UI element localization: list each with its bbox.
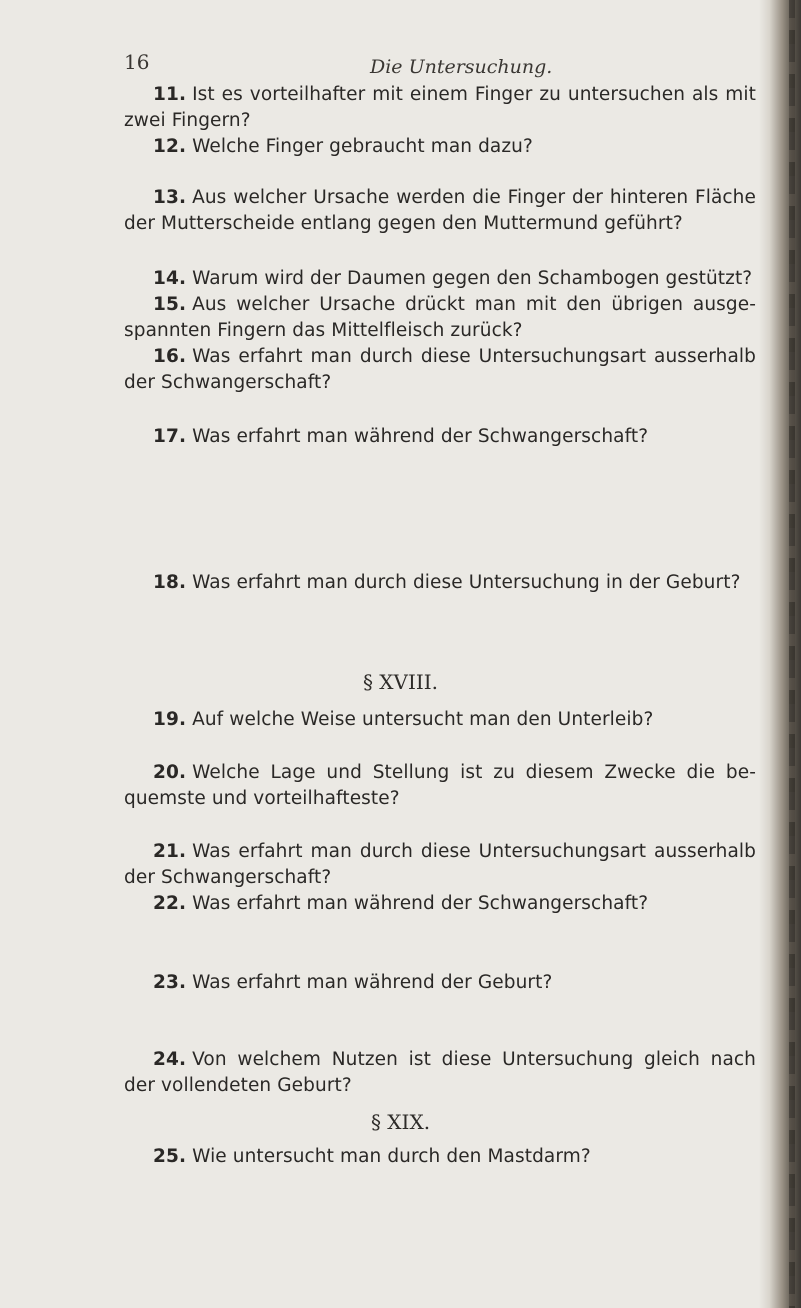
page-number: 16	[124, 50, 150, 74]
question-11	[124, 82, 756, 134]
question-number: 20.	[153, 762, 187, 783]
question-22	[124, 891, 756, 917]
question-19	[124, 707, 756, 733]
question-24	[124, 1047, 756, 1099]
question-number: 21.	[153, 841, 187, 862]
question-text: Was erfahrt man während der Schwangerschaft?	[192, 426, 649, 447]
question-text: Was erfahrt man durch diese Untersuchungsart ausserhalb der Schwangerschaft?	[124, 346, 756, 393]
question-text: Wie untersucht man durch den Mastdarm?	[192, 1146, 591, 1167]
question-text: Ist es vorteilhafter mit einem Finger zu untersuchen als mit zwei Fingern?	[124, 84, 756, 131]
question-text: Welche Finger gebraucht man dazu?	[192, 136, 533, 157]
question-15	[124, 292, 756, 344]
question-text: Aus welcher Ursache werden die Finger der hinteren Fläche der Mutterscheide entlang gegen den Muttermund geführt?	[124, 187, 756, 234]
question-text: Von welchem Nutzen ist diese Untersuchung gleich nach der vollendeten Geburt?	[124, 1049, 756, 1096]
question-20	[124, 760, 756, 812]
question-number: 23.	[153, 972, 187, 993]
question-17	[124, 424, 756, 450]
question-text: Welche Lage und Stellung ist zu diesem Zwecke die be- quemste und vorteilhafteste?	[124, 762, 756, 809]
running-title: Die Untersuchung.	[370, 56, 553, 78]
question-number: 16.	[153, 346, 187, 367]
question-number: 12.	[153, 136, 187, 157]
question-23	[124, 970, 756, 996]
section-heading-xix: § XIX.	[370, 1110, 431, 1134]
question-number: 13.	[153, 187, 187, 208]
question-number: 17.	[153, 426, 187, 447]
question-text: Was erfahrt man während der Geburt?	[192, 972, 553, 993]
question-number: 14.	[153, 268, 187, 289]
question-number: 24.	[153, 1049, 187, 1070]
question-14	[124, 266, 756, 292]
question-text: Was erfahrt man während der Schwangerschaft?	[192, 893, 649, 914]
question-number: 11.	[153, 84, 187, 105]
question-13	[124, 185, 756, 237]
question-text: Aus welcher Ursache drückt man mit den übrigen ausge- spannten Fingern das Mittelfleisch zurück?	[124, 294, 756, 341]
question-12	[124, 134, 756, 160]
question-text: Was erfahrt man durch diese Untersuchung in der Geburt?	[192, 572, 741, 593]
question-number: 18.	[153, 572, 187, 593]
question-18	[124, 570, 756, 596]
question-21	[124, 839, 756, 891]
question-text: Auf welche Weise untersucht man den Unterleib?	[192, 709, 654, 730]
question-number: 15.	[153, 294, 187, 315]
question-number: 19.	[153, 709, 187, 730]
question-number: 25.	[153, 1146, 187, 1167]
question-text: Warum wird der Daumen gegen den Schambogen gestützt?	[192, 268, 753, 289]
question-number: 22.	[153, 893, 187, 914]
question-text: Was erfahrt man durch diese Untersuchungsart ausserhalb der Schwangerschaft?	[124, 841, 756, 888]
question-16	[124, 344, 756, 396]
question-25	[124, 1144, 756, 1170]
section-heading-xviii: § XVIII.	[362, 670, 439, 694]
